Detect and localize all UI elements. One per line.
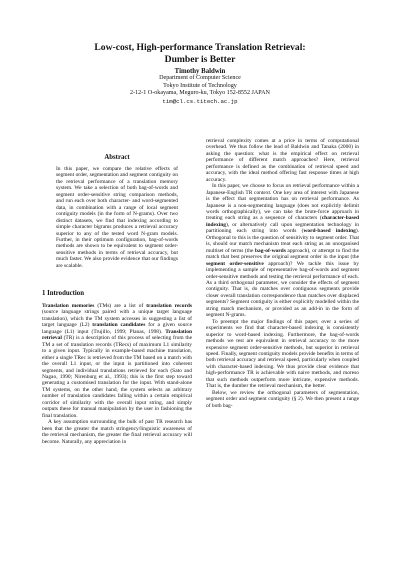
intro-p1-text-1: (TMs) are a list of xyxy=(94,303,147,309)
right-p2-text-1: In this paper, we choose to focus on retrieval performance within a Japanese-English TR context. One key area of interest with Japanese is the effect that segmentation has on retrieval performance. As Japanese is a non-segmenting language (does not explicitly delimit words orthographically), we can take the brute-force approach in treating each string as a sequence of characters ( xyxy=(206,183,359,222)
right-paragraph-2 xyxy=(206,183,359,319)
term-character-based-indexing: character-based indexing xyxy=(206,215,359,228)
term-translation-candidates: translation candidates xyxy=(92,322,146,329)
abstract-heading: Abstract xyxy=(104,154,130,161)
term-translation-retrieval: Translation retrieval xyxy=(42,328,192,342)
right-paragraph-3: To preempt the major findings of this paper, over a series of experiments we find that character-based indexing is consistently superior to word-based indexing. Furthermore, the bag-of-words methods we test are equivalent in retrieval accuracy to the more expensive segment order-sensitive methods, but superior in retrieval speed. Finally, segment contiguity models provide benefits in terms of both retrieval accuracy and retrieval speed, particularly when coupled with character-based indexing. We thus provide clear evidence that high-performance TR is achievable with naive methods, and moreso that such methods outperform more intricate, expensive methods. That is, the dumber the retrieval mechanism, the better. xyxy=(206,318,359,390)
title-line-2: Dumber is Better xyxy=(164,54,236,65)
term-translation-records: translation records xyxy=(146,303,192,309)
abstract-text: In this paper, we compare the relative effects of segment order, segmentation and segment contiguity on the retrieval performance of a translation memory system. We take a selection of both bag-of-words and segment order-sensitive string comparison methods, and run each over both character- and word-segmented data, in combination with a range of local segment contiguity models (in the form of N-grams). Over two distinct datasets, we find that indexing according to simple character bigrams produces a retrieval accuracy superior to any of the tested word N-gram models. Further, in their optimum configuration, bag-of-words methods are shown to be equivalent to segment order-sensitive methods in terms of retrieval accuracy, but much faster. We also provide evidence that our findings are scalable. xyxy=(56,166,178,269)
intro-p1-text-3: for a given source language (L1) input (Trujillo, 1999; Planas, 1998). xyxy=(42,322,192,335)
title-line-1: Low-cost, High-performance Translation Retrieval: xyxy=(94,42,306,53)
term-translation-memories: Translation memories xyxy=(42,303,95,309)
intro-p1-text-4: (TR) is a description of this process of selecting from the TM a set of translation records (TRecs) of maximum L1 similarity to a given input. Typically in example-based machine translation, either a single TRec is retrieved from the TM based on a match with the overall L1 input, or the input is partitioned into coherent segments, and individual translations retrieved for each (Sato and Nagao, 1990; Nirenburg et al., 1993); this is the first step toward generating a customised translation for the input. With stand-alone TM systems, on the other hand, the system selects an arbitrary number of translation candidates falling within a certain empirical corridor of similarity with the overall input string, and simply outputs these for manual manipulation by the user in fashioning the final translation. xyxy=(42,335,192,419)
intro-p1-text-2: (source language strings paired with a unique target language translation), which the TM system accesses in suggesting a list of target language (L2) xyxy=(42,309,192,329)
author-department: Department of Computer Science xyxy=(159,75,241,82)
introduction-body xyxy=(42,303,192,445)
author-email: tim@cl.cs.titech.ac.jp xyxy=(162,97,238,105)
term-bag-of-words: bag-of-words xyxy=(255,247,286,254)
right-paragraph-1: retrieval complexity comes at a price in terms of computational overhead. We thus follow the lead of Baldwin and Tanaka (2000) in asking the question: what is the empirical effect on retrieval performance of different match approaches? Here, retrieval performance is defined as the combination of retrieval speed and accuracy, with the ideal method offering fast response times at high accuracy. xyxy=(206,138,359,183)
term-word-based-indexing: word-based indexing xyxy=(303,228,356,235)
right-p2-text-5: approach)? We tackle this issue by implementing a sample of representative bag-of-words and segment order-sensitive methods and testing the retrieval performance of each. As a third orthogonal parameter, we consider the effects of segment contiguity. That is, do matches over contiguous segments provide closer overall translation correspondence than matches over displaced segments? Segment contiguity is either explicitly modelled within the string match mechanism, or provided as an add-in in the form of segment N-grams. xyxy=(206,260,359,319)
paper-title xyxy=(0,42,400,66)
right-paragraph-4: Below, we review the orthogonal parameters of segmentation, segment order and segment contiguity (§ 2). We then present a range of both bag- xyxy=(206,389,359,409)
right-p2-text-3: ). Orthogonal to this is the question of sensitivity to segment order. That is, should our match mechanism treat each string as an unorganised multiset of terms (the xyxy=(206,228,359,254)
right-p2-text-4: approach), or attempt to find the match that best preserves the original segment order in the input (the xyxy=(206,247,359,261)
author-address: 2-12-1 O-okayama, Meguro-ku, Tokyo 152-8552 JAPAN xyxy=(130,90,270,97)
section-heading-introduction: 1 Introduction xyxy=(42,290,84,297)
right-p2-text-2: ), or alternatively call upon segmentation technology in partitioning each string into words ( xyxy=(206,221,359,235)
term-segment-order-sensitive: segment order-sensitive xyxy=(206,260,264,267)
author-institute: Tokyo Institute of Technology xyxy=(163,82,237,89)
intro-paragraph-2: A key assumption surrounding the bulk of past TR research has been that the greater the match stringency/linguistic awareness of the retrieval mechanism, the greater the final retrieval accuracy will become. Naturally, any appreciation in xyxy=(42,419,192,445)
author-block xyxy=(0,68,400,105)
intro-paragraph-1 xyxy=(42,303,192,419)
right-column xyxy=(206,138,359,409)
author-name: Timothy Baldwin xyxy=(174,68,226,75)
